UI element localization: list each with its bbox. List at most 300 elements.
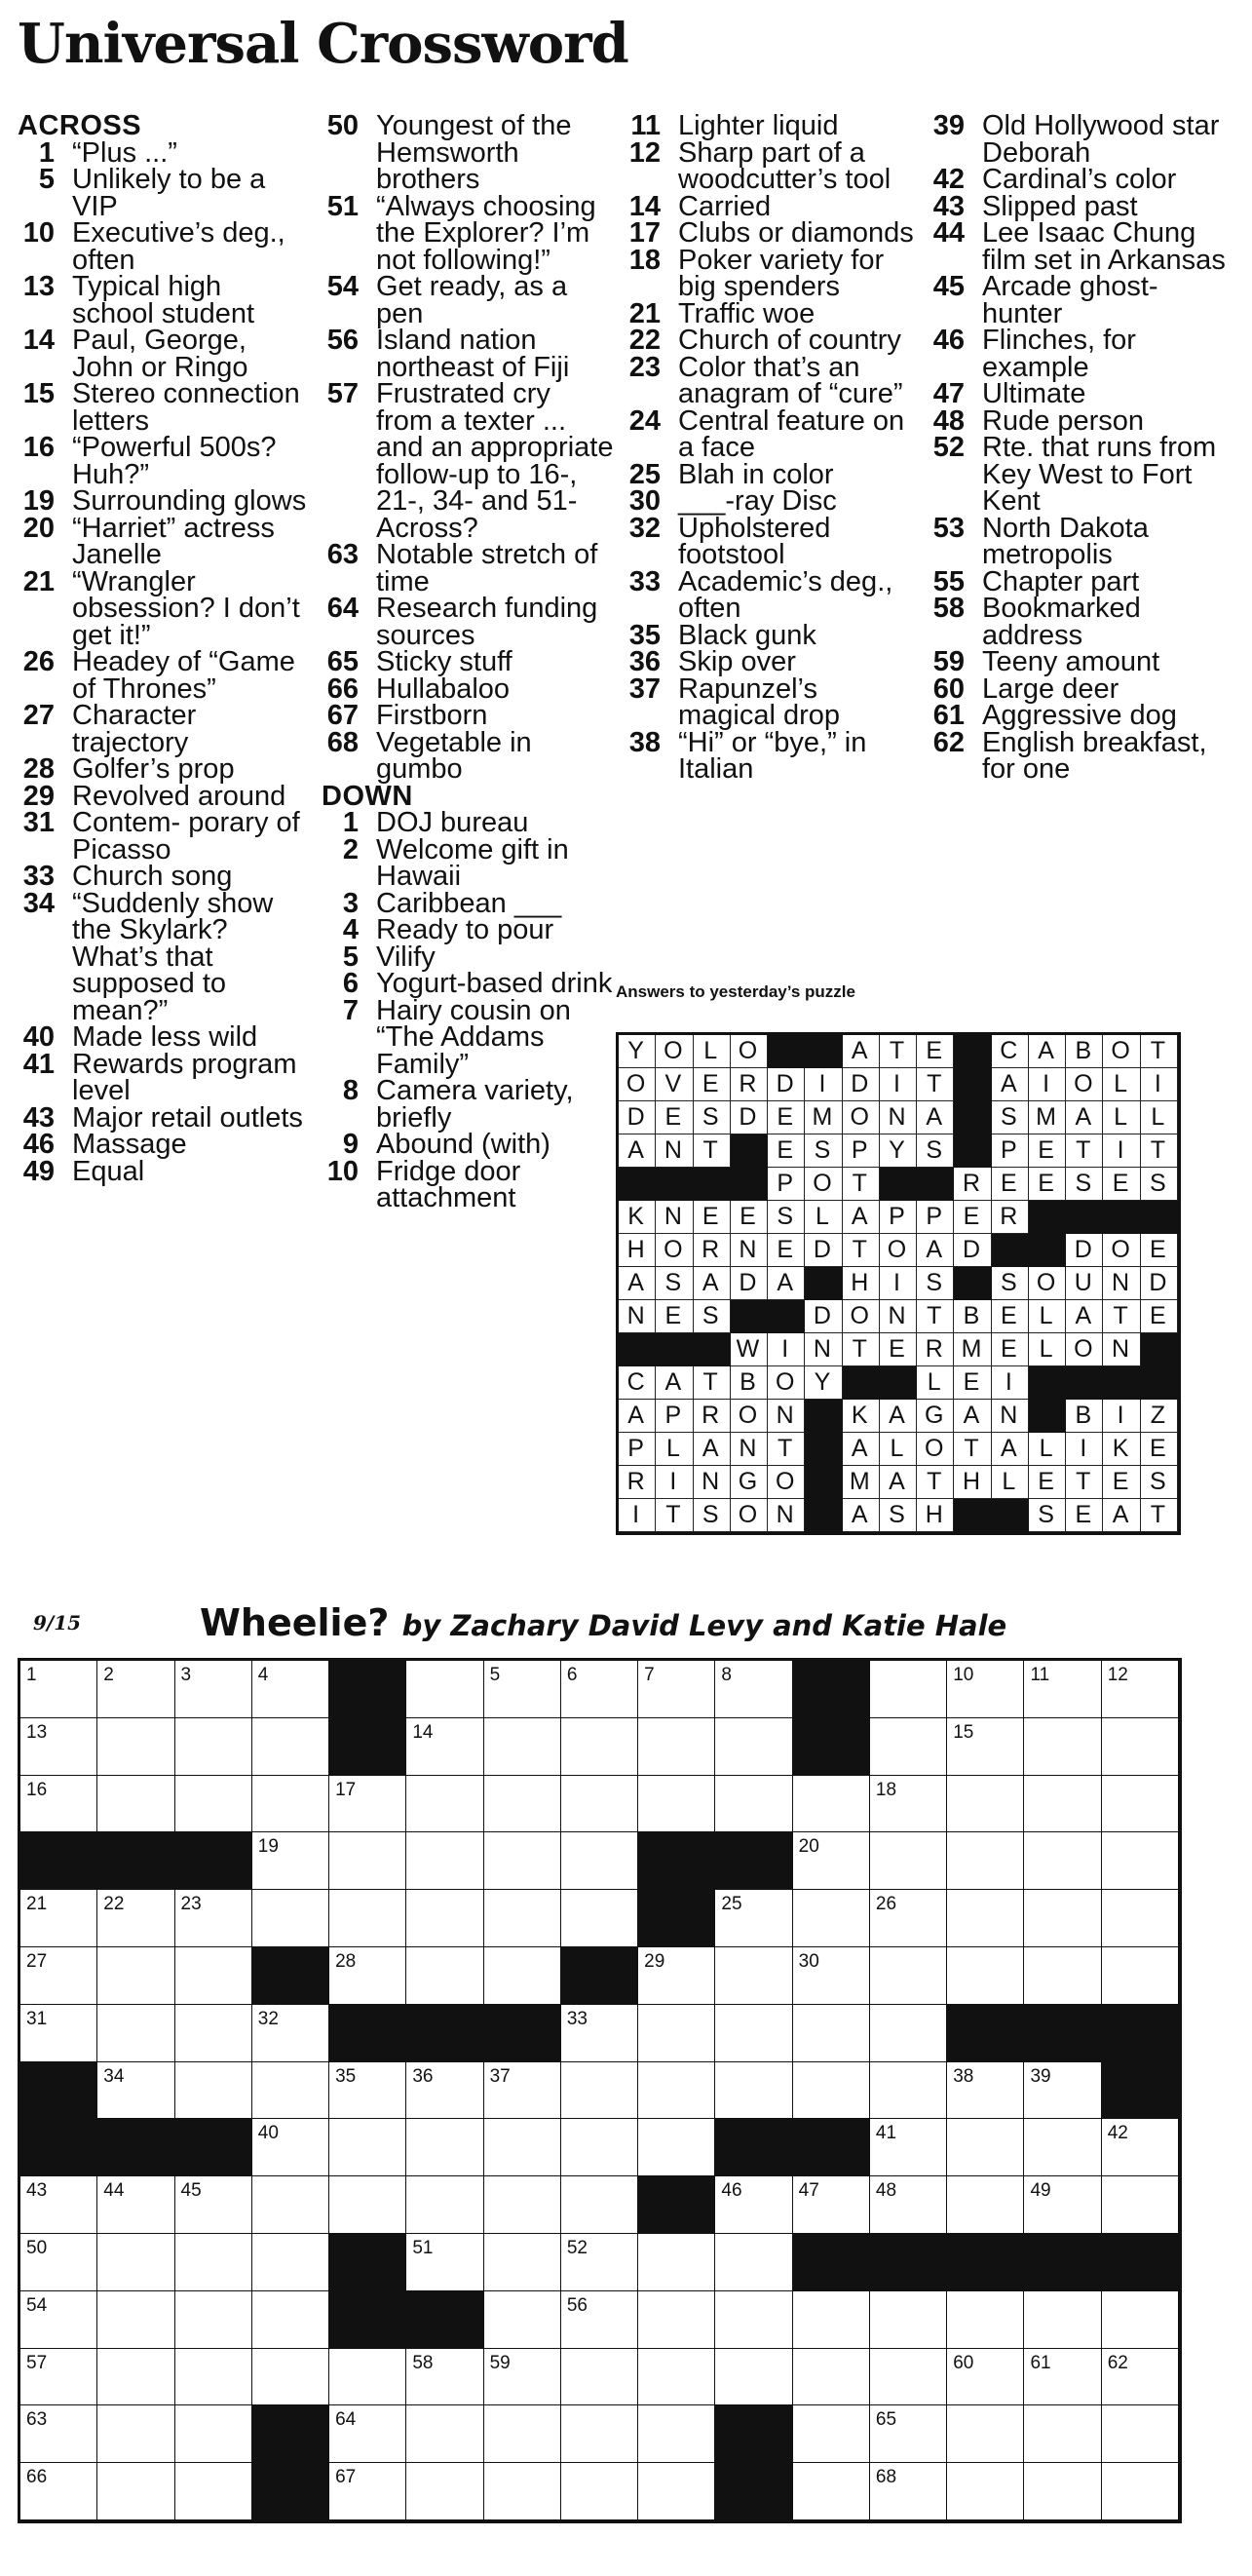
answer-cell: I <box>768 1333 805 1366</box>
grid-cell[interactable] <box>97 2349 174 2406</box>
grid-cell[interactable] <box>947 1718 1024 1776</box>
grid-cell[interactable] <box>175 1776 252 1833</box>
grid-cell[interactable] <box>252 1718 329 1776</box>
grid-cell[interactable] <box>406 2349 483 2406</box>
grid-cell[interactable] <box>20 1661 97 1718</box>
clue-item <box>322 807 614 838</box>
grid-cell[interactable] <box>793 2291 870 2349</box>
grid-cell[interactable] <box>484 1718 561 1776</box>
clue-item <box>928 726 1230 785</box>
answer-cell: E <box>954 1366 991 1400</box>
grid-cell[interactable] <box>1102 2349 1179 2406</box>
grid-cell[interactable] <box>561 2176 638 2234</box>
cell-number: 21 <box>26 1894 48 1915</box>
grid-cell[interactable] <box>1102 1661 1179 1718</box>
clue-item <box>322 327 614 381</box>
grid-cell[interactable] <box>947 1890 1024 1947</box>
grid-cell[interactable] <box>406 2062 483 2120</box>
clue-text: Traffic woe <box>678 297 816 329</box>
grid-cell[interactable] <box>484 2062 561 2120</box>
clue-column-3 <box>624 110 921 785</box>
grid-cell[interactable] <box>715 1776 792 1833</box>
answer-cell: E <box>992 1333 1029 1366</box>
clue-number: 1 <box>342 807 359 838</box>
answer-cell: N <box>656 1134 693 1168</box>
cell-number: 17 <box>335 1779 357 1800</box>
clue-item <box>18 887 310 1026</box>
grid-cell[interactable] <box>870 2405 947 2463</box>
clue-item <box>18 753 310 785</box>
grid-cell[interactable] <box>561 1718 638 1776</box>
grid-cell[interactable] <box>97 1661 174 1718</box>
answer-cell: I <box>656 1466 693 1499</box>
grid-cell[interactable] <box>406 1890 483 1947</box>
grid-cell[interactable] <box>947 1776 1024 1833</box>
clue-item <box>322 700 614 731</box>
grid-cell[interactable] <box>793 2005 870 2062</box>
grid-cell[interactable] <box>252 1832 329 1890</box>
grid-cell[interactable] <box>329 1947 406 2005</box>
grid-cell[interactable] <box>561 1890 638 1947</box>
clue-text: Skip over <box>678 646 796 677</box>
grid-cell[interactable] <box>97 2234 174 2291</box>
answer-block <box>656 1168 693 1201</box>
grid-cell[interactable] <box>406 1718 483 1776</box>
grid-cell[interactable] <box>484 1947 561 2005</box>
grid-cell[interactable] <box>793 1947 870 2005</box>
grid-cell[interactable] <box>561 2119 638 2176</box>
grid-cell[interactable] <box>561 2005 638 2062</box>
grid-cell[interactable] <box>638 2291 715 2349</box>
grid-cell[interactable] <box>1102 1890 1179 1947</box>
grid-cell[interactable] <box>793 2349 870 2406</box>
grid-cell[interactable] <box>793 1832 870 1890</box>
grid-cell[interactable] <box>1024 2291 1101 2349</box>
grid-cell[interactable] <box>715 2349 792 2406</box>
grid-cell[interactable] <box>329 1890 406 1947</box>
grid-cell[interactable] <box>406 1832 483 1890</box>
grid-cell[interactable] <box>1024 2119 1101 2176</box>
grid-cell[interactable] <box>793 2062 870 2120</box>
grid-cell[interactable] <box>1102 1776 1179 1833</box>
grid-cell[interactable] <box>252 2291 329 2349</box>
grid-block <box>329 2291 406 2349</box>
clue-item <box>18 565 310 651</box>
grid-cell[interactable] <box>20 1776 97 1833</box>
clue-number: 5 <box>342 941 359 973</box>
grid-cell[interactable] <box>97 1890 174 1947</box>
grid-cell[interactable] <box>1024 2405 1101 2463</box>
grid-cell[interactable] <box>1024 2062 1101 2120</box>
grid-cell[interactable] <box>638 1661 715 1718</box>
grid-cell[interactable] <box>715 2005 792 2062</box>
grid-cell[interactable] <box>870 1718 947 1776</box>
answer-block <box>805 1499 842 1532</box>
answer-block <box>805 1433 842 1466</box>
grid-cell[interactable] <box>329 1776 406 1833</box>
grid-block <box>252 2463 329 2520</box>
cell-number: 62 <box>1107 2352 1128 2373</box>
clue-number: 22 <box>628 325 661 356</box>
grid-cell[interactable] <box>1024 1890 1101 1947</box>
grid-cell[interactable] <box>561 2234 638 2291</box>
answer-cell: T <box>1103 1300 1140 1333</box>
grid-cell[interactable] <box>20 1947 97 2005</box>
grid-cell[interactable] <box>329 1832 406 1890</box>
grid-cell[interactable] <box>638 1947 715 2005</box>
answer-cell: P <box>880 1201 917 1234</box>
grid-cell[interactable] <box>175 2291 252 2349</box>
clue-text: Welcome gift in Hawaii <box>376 833 569 892</box>
answer-block <box>880 1366 917 1400</box>
grid-cell[interactable] <box>793 2405 870 2463</box>
grid-cell[interactable] <box>1024 1718 1101 1776</box>
clue-number: 60 <box>932 673 965 705</box>
clue-item <box>18 271 310 329</box>
grid-cell[interactable] <box>870 1832 947 1890</box>
grid-cell[interactable] <box>97 2062 174 2120</box>
clue-number: 59 <box>932 646 965 677</box>
grid-cell[interactable] <box>638 1776 715 1833</box>
grid-cell[interactable] <box>561 1832 638 1890</box>
answer-cell: N <box>731 1234 768 1267</box>
grid-cell[interactable] <box>97 2463 174 2520</box>
grid-cell[interactable] <box>406 2119 483 2176</box>
cell-number: 18 <box>875 1779 897 1800</box>
grid-cell[interactable] <box>406 1661 483 1718</box>
grid-cell[interactable] <box>1024 1661 1101 1718</box>
grid-cell[interactable] <box>175 2005 252 2062</box>
grid-cell[interactable] <box>252 2119 329 2176</box>
clue-text: Teeny amount <box>982 646 1160 677</box>
grid-cell[interactable] <box>638 2405 715 2463</box>
grid-cell[interactable] <box>175 2062 252 2120</box>
grid-cell[interactable] <box>561 2349 638 2406</box>
cell-number: 11 <box>1030 1665 1050 1685</box>
grid-cell[interactable] <box>870 1890 947 1947</box>
grid-cell[interactable] <box>484 2405 561 2463</box>
grid-cell[interactable] <box>175 1890 252 1947</box>
grid-cell[interactable] <box>20 1718 97 1776</box>
clue-number: 21 <box>628 297 661 329</box>
clue-text: DOJ bureau <box>376 807 529 838</box>
grid-cell[interactable] <box>870 1661 947 1718</box>
grid-cell[interactable] <box>97 2405 174 2463</box>
clue-item <box>18 164 310 222</box>
grid-cell[interactable] <box>947 2062 1024 2120</box>
answer-cell: A <box>619 1134 656 1168</box>
grid-cell[interactable] <box>175 2463 252 2520</box>
answer-cell: A <box>917 1101 954 1134</box>
answer-cell: E <box>768 1234 805 1267</box>
grid-cell[interactable] <box>947 2405 1024 2463</box>
clue-text: Massage <box>72 1129 187 1160</box>
answer-cell: T <box>656 1499 693 1532</box>
grid-cell[interactable] <box>561 2291 638 2349</box>
grid-cell[interactable] <box>870 1776 947 1833</box>
grid-cell[interactable] <box>252 1890 329 1947</box>
answer-block <box>917 1168 954 1201</box>
grid-cell[interactable] <box>484 2349 561 2406</box>
grid-cell[interactable] <box>20 2349 97 2406</box>
grid-cell[interactable] <box>20 2463 97 2520</box>
grid-cell[interactable] <box>715 1661 792 1718</box>
grid-cell[interactable] <box>793 1890 870 1947</box>
grid-cell[interactable] <box>1102 2405 1179 2463</box>
grid-cell[interactable] <box>97 2176 174 2234</box>
grid-cell[interactable] <box>1024 1947 1101 2005</box>
grid-cell[interactable] <box>947 1947 1024 2005</box>
grid-cell[interactable] <box>1102 2119 1179 2176</box>
grid-cell[interactable] <box>406 2234 483 2291</box>
grid-cell[interactable] <box>947 2291 1024 2349</box>
answer-cell: L <box>1029 1433 1066 1466</box>
grid-cell[interactable] <box>947 1661 1024 1718</box>
grid-cell[interactable] <box>484 2176 561 2234</box>
grid-cell[interactable] <box>484 2463 561 2520</box>
answer-cell: L <box>656 1433 693 1466</box>
grid-cell[interactable] <box>793 2176 870 2234</box>
answer-cell: Y <box>805 1366 842 1400</box>
grid-cell[interactable] <box>793 1776 870 1833</box>
answer-cell: D <box>805 1300 842 1333</box>
cell-number: 59 <box>489 2352 511 2373</box>
grid-cell[interactable] <box>252 2005 329 2062</box>
grid-cell[interactable] <box>1024 2176 1101 2234</box>
grid-cell[interactable] <box>329 2463 406 2520</box>
grid-cell[interactable] <box>97 1718 174 1776</box>
grid-cell[interactable] <box>1102 2463 1179 2520</box>
grid-cell[interactable] <box>561 2062 638 2120</box>
grid-cell[interactable] <box>252 2349 329 2406</box>
grid-cell[interactable] <box>561 1661 638 1718</box>
answer-cell: H <box>917 1499 954 1532</box>
clue-text: Vegetable in gumbo <box>376 726 532 785</box>
grid-cell[interactable] <box>329 2349 406 2406</box>
grid-block <box>638 2176 715 2234</box>
grid-cell[interactable] <box>715 1718 792 1776</box>
grid-cell[interactable] <box>870 2005 947 2062</box>
clue-item <box>624 217 921 249</box>
clue-item <box>322 673 614 705</box>
grid-cell[interactable] <box>175 1947 252 2005</box>
clue-text: Upholstered footstool <box>678 512 831 570</box>
grid-cell[interactable] <box>1102 1718 1179 1776</box>
clue-item <box>322 887 614 919</box>
answer-cell: P <box>619 1433 656 1466</box>
grid-cell[interactable] <box>252 2176 329 2234</box>
grid-cell[interactable] <box>715 2062 792 2120</box>
grid-cell[interactable] <box>406 1947 483 2005</box>
answer-cell: M <box>805 1101 842 1134</box>
answer-cell: S <box>694 1101 731 1134</box>
grid-cell[interactable] <box>638 2234 715 2291</box>
clue-text: Ultimate <box>982 378 1086 409</box>
answer-cell: I <box>1066 1433 1103 1466</box>
grid-cell[interactable] <box>20 2005 97 2062</box>
grid-cell[interactable] <box>252 2062 329 2120</box>
answer-cell: E <box>768 1101 805 1134</box>
grid-block <box>638 1890 715 1947</box>
cell-number: 27 <box>26 1950 48 1972</box>
answer-cell: T <box>843 1234 880 1267</box>
clue-number: 65 <box>326 646 359 677</box>
grid-cell[interactable] <box>715 2234 792 2291</box>
grid-cell[interactable] <box>484 1832 561 1890</box>
grid-cell[interactable] <box>20 2176 97 2234</box>
grid-block <box>1102 2062 1179 2120</box>
cell-number: 58 <box>412 2352 434 2373</box>
grid-cell[interactable] <box>561 2463 638 2520</box>
grid-cell[interactable] <box>329 2119 406 2176</box>
grid-cell[interactable] <box>638 1718 715 1776</box>
grid-cell[interactable] <box>638 2005 715 2062</box>
grid-cell[interactable] <box>870 1947 947 2005</box>
clue-number: 11 <box>630 110 661 141</box>
grid-cell[interactable] <box>175 2405 252 2463</box>
grid-cell[interactable] <box>1024 2349 1101 2406</box>
grid-cell[interactable] <box>329 2176 406 2234</box>
grid-cell[interactable] <box>947 2349 1024 2406</box>
clue-item <box>322 271 614 329</box>
grid-cell[interactable] <box>870 2119 947 2176</box>
grid-cell[interactable] <box>947 2119 1024 2176</box>
grid-cell[interactable] <box>20 2405 97 2463</box>
grid-cell[interactable] <box>97 2291 174 2349</box>
cell-number: 16 <box>26 1779 48 1800</box>
grid-cell[interactable] <box>484 2291 561 2349</box>
grid-cell[interactable] <box>947 1832 1024 1890</box>
clue-item <box>624 673 921 731</box>
clue-item <box>624 512 921 570</box>
clue-number: 64 <box>326 593 359 624</box>
clue-number: 51 <box>326 190 359 222</box>
answer-block <box>619 1168 656 1201</box>
grid-cell[interactable] <box>1024 1776 1101 1833</box>
clue-text: Surrounding glows <box>72 485 307 517</box>
clue-number: 43 <box>22 1101 55 1134</box>
clue-item <box>624 244 921 302</box>
clue-text: Headey of “Game of Thrones” <box>72 646 295 705</box>
grid-cell[interactable] <box>252 1776 329 1833</box>
grid-cell[interactable] <box>175 2176 252 2234</box>
grid-cell[interactable] <box>1102 2176 1179 2234</box>
grid-cell[interactable] <box>329 2062 406 2120</box>
answer-cell: S <box>1141 1168 1178 1201</box>
clue-text: “Plus ...” <box>72 136 177 169</box>
grid-cell[interactable] <box>561 2405 638 2463</box>
grid-cell[interactable] <box>97 1947 174 2005</box>
grid-cell[interactable] <box>870 2463 947 2520</box>
grid-cell[interactable] <box>175 2349 252 2406</box>
grid-cell[interactable] <box>638 2062 715 2120</box>
answer-cell: L <box>1029 1300 1066 1333</box>
answer-cell: S <box>1029 1499 1066 1532</box>
grid-cell[interactable] <box>870 2291 947 2349</box>
clue-item <box>18 646 310 705</box>
grid-cell[interactable] <box>20 1890 97 1947</box>
grid-cell[interactable] <box>870 2062 947 2120</box>
grid-cell[interactable] <box>484 1661 561 1718</box>
answer-cell: E <box>1141 1300 1178 1333</box>
grid-cell[interactable] <box>947 2463 1024 2520</box>
grid-cell[interactable] <box>1024 1832 1101 1890</box>
grid-cell[interactable] <box>638 2349 715 2406</box>
grid-cell[interactable] <box>715 2176 792 2234</box>
grid-cell[interactable] <box>1024 2463 1101 2520</box>
grid-cell[interactable] <box>252 2234 329 2291</box>
grid-cell[interactable] <box>715 1947 792 2005</box>
grid-cell[interactable] <box>175 2234 252 2291</box>
cell-number: 4 <box>257 1665 269 1685</box>
grid-cell[interactable] <box>638 2463 715 2520</box>
grid-cell[interactable] <box>1102 1832 1179 1890</box>
grid-cell[interactable] <box>406 2176 483 2234</box>
grid-cell[interactable] <box>175 1718 252 1776</box>
grid-cell[interactable] <box>484 1776 561 1833</box>
clue-number: 56 <box>326 325 359 356</box>
grid-cell[interactable] <box>1102 1947 1179 2005</box>
answer-cell: I <box>1103 1400 1140 1433</box>
answer-block <box>992 1499 1029 1532</box>
grid-cell[interactable] <box>175 1661 252 1718</box>
answer-cell: O <box>656 1035 693 1068</box>
answer-cell: T <box>1141 1134 1178 1168</box>
cell-number: 63 <box>26 2409 48 2431</box>
grid-cell[interactable] <box>97 2005 174 2062</box>
clue-text: Hairy cousin on “The Addams Family” <box>376 994 571 1080</box>
clue-item <box>18 1155 310 1187</box>
grid-cell[interactable] <box>406 2463 483 2520</box>
answer-cell: S <box>1141 1466 1178 1499</box>
cell-number: 5 <box>489 1665 501 1685</box>
grid-cell[interactable] <box>793 2463 870 2520</box>
grid-cell[interactable] <box>329 2405 406 2463</box>
grid-cell[interactable] <box>870 2349 947 2406</box>
cell-number: 33 <box>566 2008 588 2029</box>
answer-cell: O <box>656 1234 693 1267</box>
grid-cell[interactable] <box>406 2405 483 2463</box>
grid-cell[interactable] <box>484 2119 561 2176</box>
grid-cell[interactable] <box>1102 2291 1179 2349</box>
grid-cell[interactable] <box>252 1661 329 1718</box>
answer-cell: Y <box>880 1134 917 1168</box>
grid-cell[interactable] <box>715 1890 792 1947</box>
cell-number: 13 <box>26 1721 48 1743</box>
grid-cell[interactable] <box>870 2176 947 2234</box>
grid-cell[interactable] <box>20 2234 97 2291</box>
answer-cell: D <box>843 1068 880 1101</box>
answer-cell: P <box>843 1134 880 1168</box>
grid-cell[interactable] <box>406 1776 483 1833</box>
answer-cell: T <box>1066 1466 1103 1499</box>
grid-cell[interactable] <box>715 2291 792 2349</box>
grid-cell[interactable] <box>97 1776 174 1833</box>
answer-cell: A <box>694 1267 731 1300</box>
answer-cell: R <box>992 1201 1029 1234</box>
grid-block <box>97 1832 174 1890</box>
answer-cell: R <box>917 1333 954 1366</box>
grid-cell[interactable] <box>561 1776 638 1833</box>
grid-cell[interactable] <box>484 1890 561 1947</box>
grid-cell[interactable] <box>947 2176 1024 2234</box>
grid-cell[interactable] <box>638 2119 715 2176</box>
grid-cell[interactable] <box>484 2234 561 2291</box>
clue-column-2 <box>322 110 614 1213</box>
answer-cell: B <box>731 1366 768 1400</box>
clue-item <box>928 565 1230 597</box>
grid-cell[interactable] <box>20 2291 97 2349</box>
